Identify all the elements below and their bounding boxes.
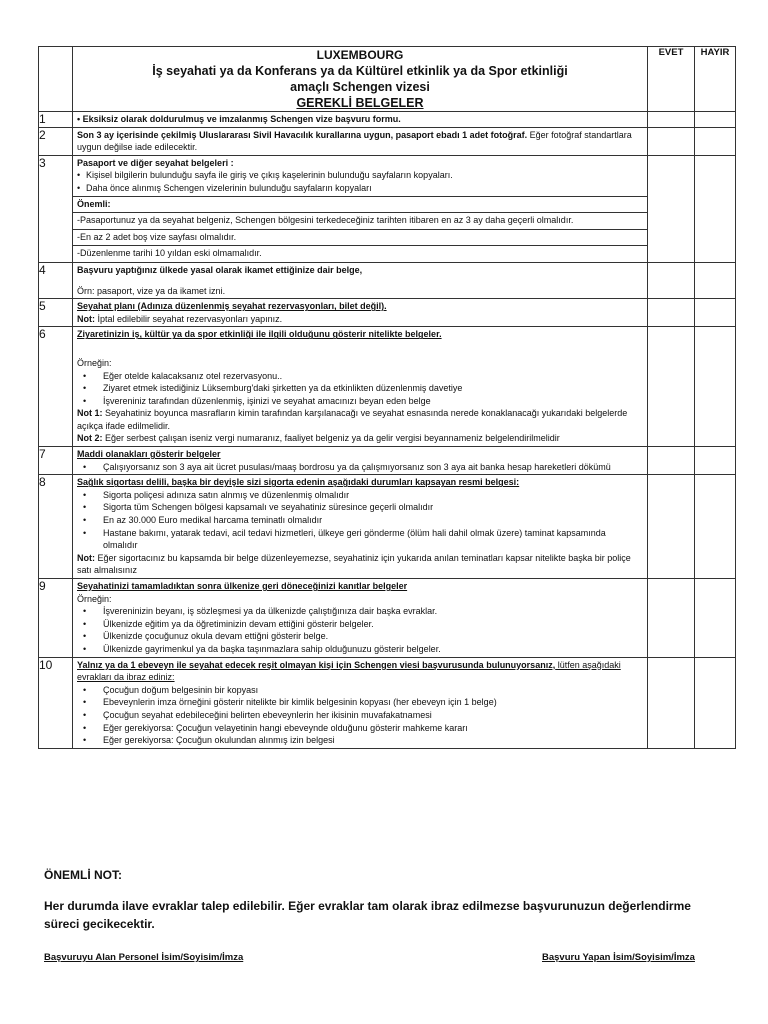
evet-checkbox-cell[interactable] — [648, 327, 695, 447]
list-item: • Kişisel bilgilerin bulunduğu sayfa ile giriş ve çıkış kaşelerinin bulunduğu sayfaların kopyaları. — [77, 169, 642, 182]
row10-title-tail: lütfen aşağıdaki evrakları da ibraz ediniz: — [77, 659, 621, 683]
row8-not-label: Not: — [77, 552, 95, 563]
list-item: • Ülkenizde gayrimenkul ya da başka taşınmazlara sahip olduğunuzu gösterir belgeler. — [77, 643, 642, 656]
table-row — [39, 447, 736, 475]
row-number: 8 — [39, 475, 73, 579]
list-item: • İşvereniniz tarafından düzenlenmiş, işinizi ve seyahat amacınızı beyan eden belge — [77, 395, 642, 408]
evet-checkbox-cell[interactable] — [648, 579, 695, 658]
hayir-checkbox-cell[interactable] — [695, 579, 736, 658]
row2-text: Eğer fotoğraf standartlara uygun değilse iade edilecektir. — [77, 129, 632, 153]
list-item: • Eğer gerekiyorsa: Çocuğun velayetinin hangi ebeveynde olduğunu gösterir mahkeme kararı — [77, 722, 642, 735]
row6-not1-label: Not 1: — [77, 408, 103, 419]
staff-signature-label: Başvuruyu Alan Personel İsim/Soyisim/İmza — [44, 952, 244, 963]
row2-bold-text: Son 3 ay içerisinde çekilmiş Uluslararası Sivil Havacılık kurallarına uygun, pasaport ebadı 1 adet fotoğraf. — [77, 129, 528, 140]
list-item: • Çalışıyorsanız son 3 aya ait ücret pusulası/maaş bordrosu ya da çalışmıyorsanız son 3 aya ait banka hesap hareketleri dökümü — [77, 461, 642, 474]
important-note-heading: ÖNEMLİ NOT: — [44, 868, 122, 882]
list-item: • Ülkenizde eğitim ya da öğretiminizin devam ettiğini gösterir belgeler. — [77, 618, 642, 631]
row4-title: Başvuru yaptığınız ülkede yasal olarak ikamet ettiğinize dair belge, — [77, 264, 363, 275]
list-item: • Sigorta poliçesi adınıza satın alnmış ve düzenlenmiş olmalıdır — [77, 489, 642, 502]
table-row — [39, 327, 736, 447]
important-note-text: Her durumda ilave evraklar talep edilebilir. Eğer evraklar tam olarak ibraz edilmezse başvurunuzun değerlendirme süreci gecikecektir. — [44, 899, 691, 931]
row-number: 2 — [39, 127, 73, 155]
evet-checkbox-cell[interactable] — [648, 112, 695, 128]
evet-checkbox-cell[interactable] — [648, 127, 695, 155]
evet-checkbox-cell[interactable] — [648, 299, 695, 327]
evet-column-header: EVET — [648, 47, 695, 112]
row4-example: Örn: pasaport, vize ya da ikamet izni. — [77, 285, 226, 296]
row6-title: Ziyaretinizin iş, kültür ya da spor etkinliği ile ilgili olduğunu gösterir nitelikte belgeler. — [77, 329, 442, 340]
hayir-checkbox-cell[interactable] — [695, 299, 736, 327]
hayir-checkbox-cell[interactable] — [695, 327, 736, 447]
row5-not-text: İptal edilebilir seyahat rezervasyonları yapınız. — [95, 313, 283, 324]
hayir-checkbox-cell[interactable] — [695, 447, 736, 475]
row8-title: Sağlık sigortası delili, başka bir deyişle sizi sigorta edenin aşağıdaki durumları kapsayan resmi belgesi: — [77, 477, 520, 488]
row7-title: Maddi olanakları gösterir belgeler — [77, 449, 221, 460]
row-number: 6 — [39, 327, 73, 447]
hayir-checkbox-cell[interactable] — [695, 657, 736, 748]
list-item: • Eğer gerekiyorsa: Çocuğun okulundan alınmış izin belgesi — [77, 734, 642, 747]
table-header-row — [39, 47, 736, 112]
list-item: • Çocuğun seyahat edebileceğini belirten ebeveynlerin her ikisinin muvafakatnamesi — [77, 709, 642, 722]
evet-checkbox-cell[interactable] — [648, 657, 695, 748]
row-number: 7 — [39, 447, 73, 475]
row6-ornegin: Örneğin: — [77, 357, 112, 368]
row-number: 3 — [39, 155, 73, 262]
row3-note1: -Pasaportunuz ya da seyahat belgeniz, Schengen bölgesini terkedeceğiniz tarihten itibaren en az 3 ay daha geçerli olmalıdır. — [73, 212, 647, 228]
row1-text: • Eksiksiz olarak doldurulmuş ve imzalanmış Schengen vize başvuru formu. — [77, 114, 401, 124]
header-title-cell — [73, 47, 648, 112]
list-item: • Hastane bakımı, yatarak tedavi, acil tedavi hizmetleri, ülkeye geri gönderme (ölüm hali dahil olmak üzere) taminat kapsamında olmalıdır — [77, 527, 642, 552]
evet-checkbox-cell[interactable] — [648, 475, 695, 579]
row3-onemli-label: Önemli: — [77, 198, 111, 209]
evet-checkbox-cell[interactable] — [648, 262, 695, 298]
list-item: • Çocuğun doğum belgesinin bir kopyası — [77, 684, 642, 697]
row-number: 10 — [39, 657, 73, 748]
hayir-checkbox-cell[interactable] — [695, 112, 736, 128]
row-number: 1 — [39, 112, 73, 128]
hayir-checkbox-cell[interactable] — [695, 155, 736, 262]
country-title: LUXEMBOURG — [316, 48, 404, 62]
row5-not-label: Not: — [77, 313, 95, 324]
table-row — [39, 155, 736, 262]
hayir-checkbox-cell[interactable] — [695, 475, 736, 579]
table-row — [39, 299, 736, 327]
row9-title: Seyahatinizi tamamladıktan sonra ülkenize geri döneceğinizi kanıtlar belgeler — [77, 581, 408, 591]
row6-not2-text: Eğer serbest çalışan iseniz vergi numaranız, faaliyet belgeniz ya da gelir vergisi beyannameniz belgelendirilmelidir — [102, 433, 560, 444]
table-row — [39, 475, 736, 579]
table-row — [39, 112, 736, 128]
evet-checkbox-cell[interactable] — [648, 447, 695, 475]
row3-note3: -Düzenlenme tarihi 10 yıldan eski olmamalıdır. — [73, 245, 647, 261]
list-item: • Ebeveynlerin imza örneğini gösterir nitelikte bir kimlik belgesinin kopyası (her ebeveyn için 1 belge) — [77, 696, 642, 709]
applicant-signature-label: Başvuru Yapan İsim/Soyisim/İmza — [542, 952, 695, 963]
hayir-checkbox-cell[interactable] — [695, 127, 736, 155]
visa-purpose-line2: amaçlı Schengen vizesi — [290, 80, 430, 94]
row3-title: Pasaport ve diğer seyahat belgeleri : — [77, 157, 234, 168]
evet-checkbox-cell[interactable] — [648, 155, 695, 262]
list-item: • Sigorta tüm Schengen bölgesi kapsamalı ve seyahatiniz süresince geçerli olmalıdır — [77, 501, 642, 514]
row-number: 4 — [39, 262, 73, 298]
row8-not-text: Eğer sigortacınız bu kapsamda bir belge düzenleyemezse, seyahatiniz için yukarıda anılan teminatları kapsar nitelikte başka bir poliçe satı almalısınız — [77, 552, 631, 576]
list-item: • En az 30.000 Euro medikal harcama teminatlı olmalıdır — [77, 514, 642, 527]
list-item: • İşvereninizin beyanı, iş sözleşmesi ya da ülkenizde çalıştığınıza dair başka evraklar. — [77, 605, 642, 618]
table-row — [39, 127, 736, 155]
row5-title: Seyahat planı (Adınıza düzenlenmiş seyahat rezervasyonları, bilet değil). — [77, 301, 387, 312]
table-row — [39, 262, 736, 298]
list-item: • Eğer otelde kalacaksanız otel rezervasyonu.. — [77, 370, 642, 383]
row6-not2-label: Not 2: — [77, 433, 103, 444]
list-item: • Ziyaret etmek istediğiniz Lüksemburg'daki şirketten ya da etkinlikten düzenlenmiş davetiye — [77, 382, 642, 395]
table-row — [39, 657, 736, 748]
requirements-table — [38, 46, 736, 749]
table-row — [39, 579, 736, 658]
row-number: 9 — [39, 579, 73, 658]
hayir-column-header: HAYIR — [695, 47, 736, 112]
row10-title: Yalnız ya da 1 ebeveyn ile seyahat edecek reşit olmayan kişi için Schengen viesi başvurusunda bulunuyorsanız, — [77, 659, 556, 670]
header-num-cell — [39, 47, 73, 112]
row6-not1-text: Seyahatiniz boyunca masrafların kimin tarafından karşılanacağı ve seyahat esnasında nerede konaklanacağı yukarıdaki belgelerde açıkça ifade edilmelidir. — [77, 408, 628, 431]
row-number: 5 — [39, 299, 73, 327]
row9-ornegin: Örneğin: — [77, 593, 112, 604]
list-item: • Ülkenizde çocuğunuz okula devam ettiğni gösterir belge. — [77, 630, 642, 643]
row3-note2: -En az 2 adet boş vize sayfası olmalıdır. — [73, 229, 647, 245]
visa-purpose-line1: İş seyahati ya da Konferans ya da Kültürel etkinlik ya da Spor etkinliği — [152, 64, 568, 78]
list-item: • Daha önce alınmış Schengen vizelerinin bulunduğu sayfaların kopyaları — [77, 182, 642, 195]
hayir-checkbox-cell[interactable] — [695, 262, 736, 298]
required-documents-title: GEREKLİ BELGELER — [296, 96, 424, 110]
